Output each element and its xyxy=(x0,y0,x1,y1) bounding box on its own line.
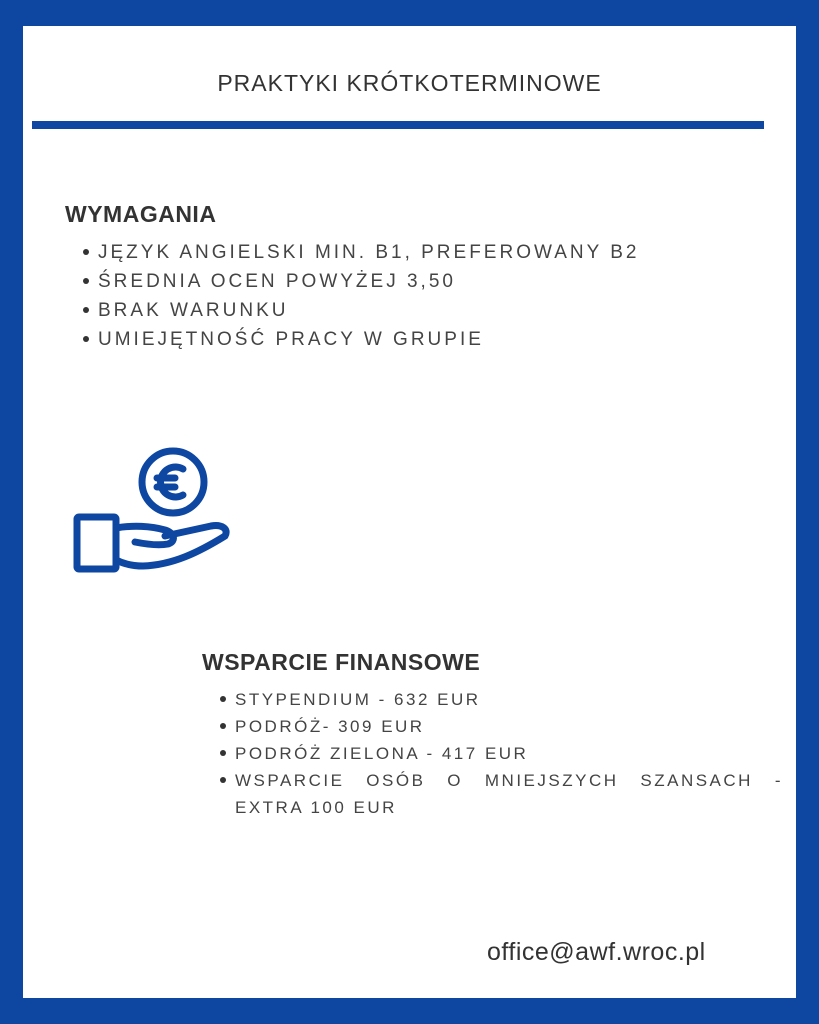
header-divider xyxy=(32,121,764,129)
requirements-heading: WYMAGANIA xyxy=(65,201,217,227)
contact-email[interactable]: office@awf.wroc.pl xyxy=(487,938,706,966)
hand-euro-coin-icon xyxy=(71,444,241,580)
financial-support-heading: WSPARCIE FINANSOWE xyxy=(202,649,481,675)
requirement-item: UMIEJĘTNOŚĆ PRACY W GRUPIE xyxy=(81,325,639,354)
requirement-item: ŚREDNIA OCEN POWYŻEJ 3,50 xyxy=(81,267,639,296)
poster-card xyxy=(23,26,796,998)
financial-item: PODRÓŻ- 309 EUR xyxy=(218,713,783,740)
financial-item: WSPARCIE OSÓB O MNIEJSZYCH SZANSACH - xyxy=(218,767,783,794)
requirements-list xyxy=(81,238,639,354)
requirement-item: BRAK WARUNKU xyxy=(81,296,639,325)
financial-support-list xyxy=(218,686,783,821)
financial-item-continuation: EXTRA 100 EUR xyxy=(235,798,397,817)
financial-item: PODRÓŻ ZIELONA - 417 EUR xyxy=(218,740,783,767)
requirement-item: JĘZYK ANGIELSKI MIN. B1, PREFEROWANY B2 xyxy=(81,238,639,267)
financial-item: STYPENDIUM - 632 EUR xyxy=(218,686,783,713)
page-title: PRAKTYKI KRÓTKOTERMINOWE xyxy=(217,70,602,96)
